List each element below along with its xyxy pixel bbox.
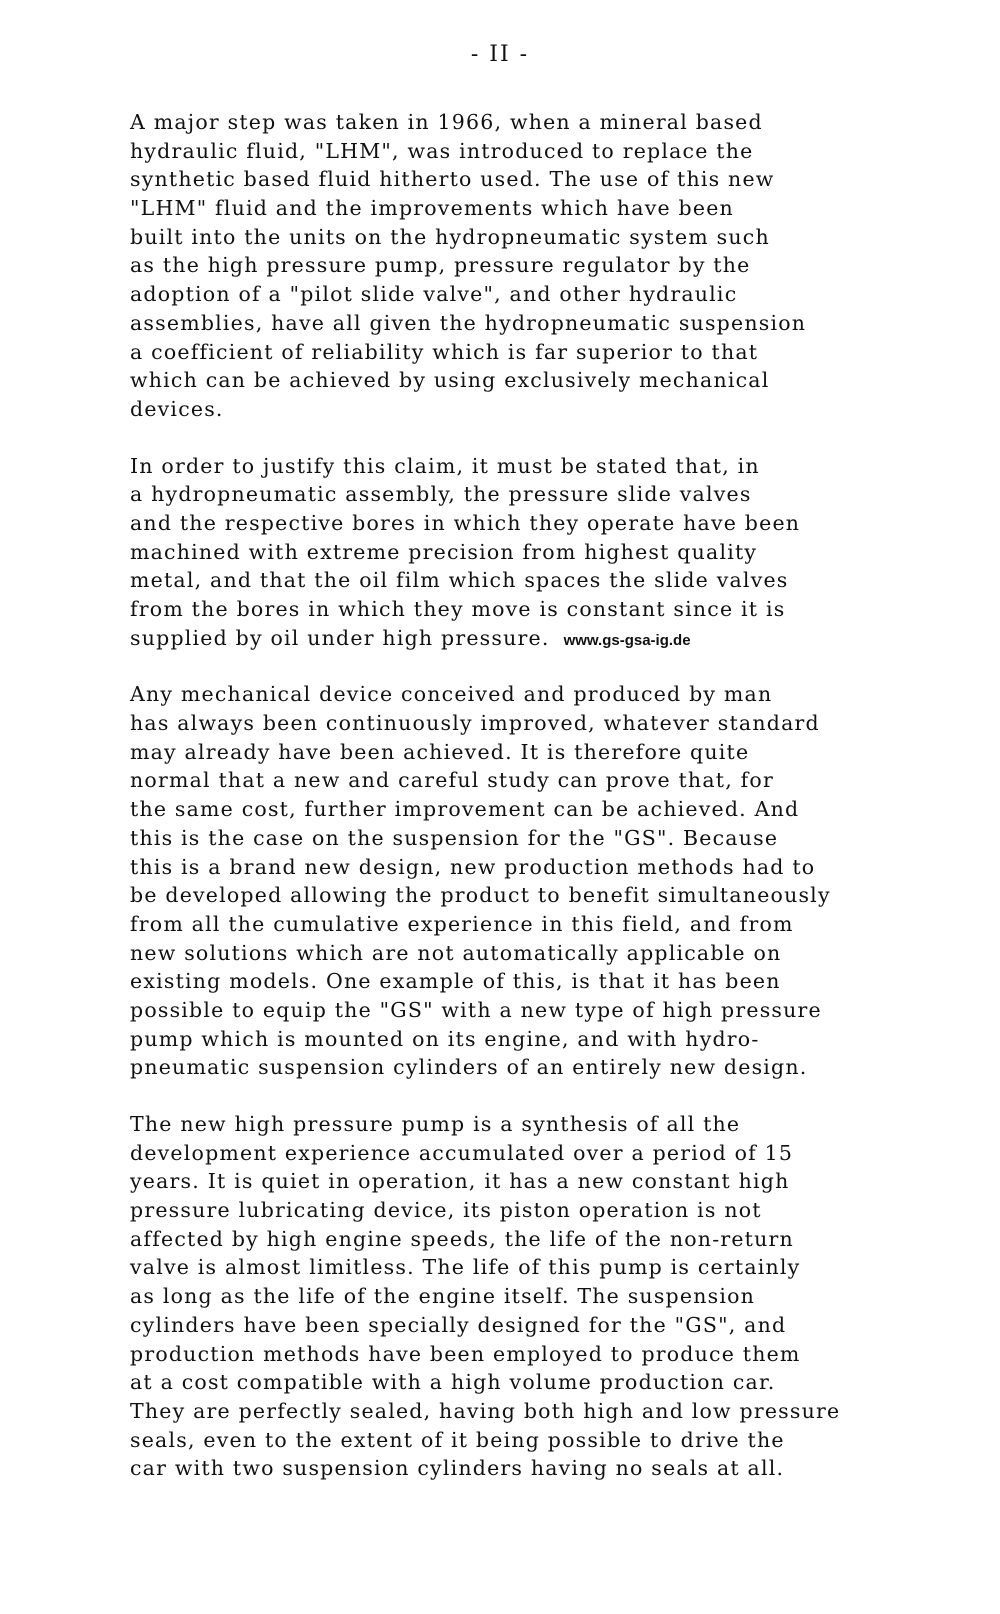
text-line: pressure lubricating device, its piston operation is not (130, 1198, 762, 1223)
text-line: cylinders have been specially designed for the "GS", and (130, 1312, 787, 1337)
text-line: affected by high engine speeds, the life of the non-return (130, 1226, 794, 1251)
text-line: the same cost, further improvement can be achieved. And (130, 797, 800, 822)
text-line: which can be achieved by using exclusively mechanical (130, 368, 770, 393)
paragraph-4 (130, 1110, 920, 1483)
text-line: car with two suspension cylinders having no seals at all. (130, 1456, 785, 1481)
text-line-with-watermark (130, 624, 920, 653)
text-line: pneumatic suspension cylinders of an entirely new design. (130, 1055, 808, 1080)
paragraph-3 (130, 680, 920, 1082)
text-line: machined with extreme precision from highest quality (130, 539, 758, 564)
text-line: possible to equip the "GS" with a new type of high pressure (130, 997, 822, 1022)
text-line: has always been continuously improved, whatever standard (130, 711, 820, 736)
text-line: valve is almost limitless. The life of this pump is certainly (130, 1255, 801, 1280)
text-line: metal, and that the oil film which spaces the slide valves (130, 568, 789, 593)
paragraph-2 (130, 452, 920, 653)
text-line: devices. (130, 396, 224, 421)
text-line: this is the case on the suspension for the "GS". Because (130, 825, 779, 850)
text-line: from all the cumulative experience in this field, and from (130, 911, 794, 936)
text-line: from the bores in which they move is constant since it is (130, 597, 786, 621)
text-line: In order to justify this claim, it must be stated that, in (130, 453, 760, 478)
text-line: normal that a new and careful study can prove that, for (130, 768, 774, 793)
text-line: assemblies, have all given the hydropneumatic suspension (130, 310, 807, 335)
paragraph-1 (130, 108, 920, 424)
text-line: supplied by oil under high pressure. (130, 625, 550, 650)
page-number: - II - (470, 42, 530, 67)
text-line: development experience accumulated over a period of 15 (130, 1140, 794, 1165)
text-line: Any mechanical device conceived and produced by man (130, 682, 773, 707)
text-line: this is a brand new design, new production methods had to (130, 854, 816, 879)
watermark-url: www.gs-gsa-ig.de (563, 631, 691, 649)
text-line: existing models. One example of this, is that it has been (130, 969, 781, 994)
text-line: a coefficient of reliability which is far superior to that (130, 339, 759, 364)
text-line: and the respective bores in which they operate have been (130, 510, 801, 535)
text-line: be developed allowing the product to benefit simultaneously (130, 883, 831, 908)
text-line: new solutions which are not automatically applicable on (130, 940, 782, 965)
text-line: years. It is quiet in operation, it has a new constant high (130, 1169, 790, 1194)
text-line: A major step was taken in 1966, when a mineral based (130, 110, 763, 134)
text-line: at a cost compatible with a high volume production car. (130, 1370, 776, 1395)
text-line: production methods have been employed to produce them (130, 1341, 801, 1366)
text-line: a hydropneumatic assembly, the pressure slide valves (130, 482, 752, 507)
text-line: The new high pressure pump is a synthesis of all the (130, 1112, 741, 1136)
text-line: They are perfectly sealed, having both high and low pressure (130, 1398, 841, 1423)
text-line: built into the units on the hydropneumatic system such (130, 224, 770, 249)
text-line: as the high pressure pump, pressure regulator by the (130, 253, 751, 278)
text-line: "LHM" fluid and the improvements which have been (130, 196, 734, 221)
body-text (130, 108, 920, 1511)
text-line: pump which is mounted on its engine, and with hydro- (130, 1026, 760, 1051)
text-line: may already have been achieved. It is therefore quite (130, 739, 750, 764)
text-line: adoption of a "pilot slide valve", and other hydraulic (130, 282, 738, 307)
text-line: as long as the life of the engine itself. The suspension (130, 1284, 756, 1309)
text-line: hydraulic fluid, "LHM", was introduced to replace the (130, 138, 754, 163)
text-line: synthetic based fluid hitherto used. The use of this new (130, 167, 775, 192)
text-line: seals, even to the extent of it being possible to drive the (130, 1427, 785, 1452)
